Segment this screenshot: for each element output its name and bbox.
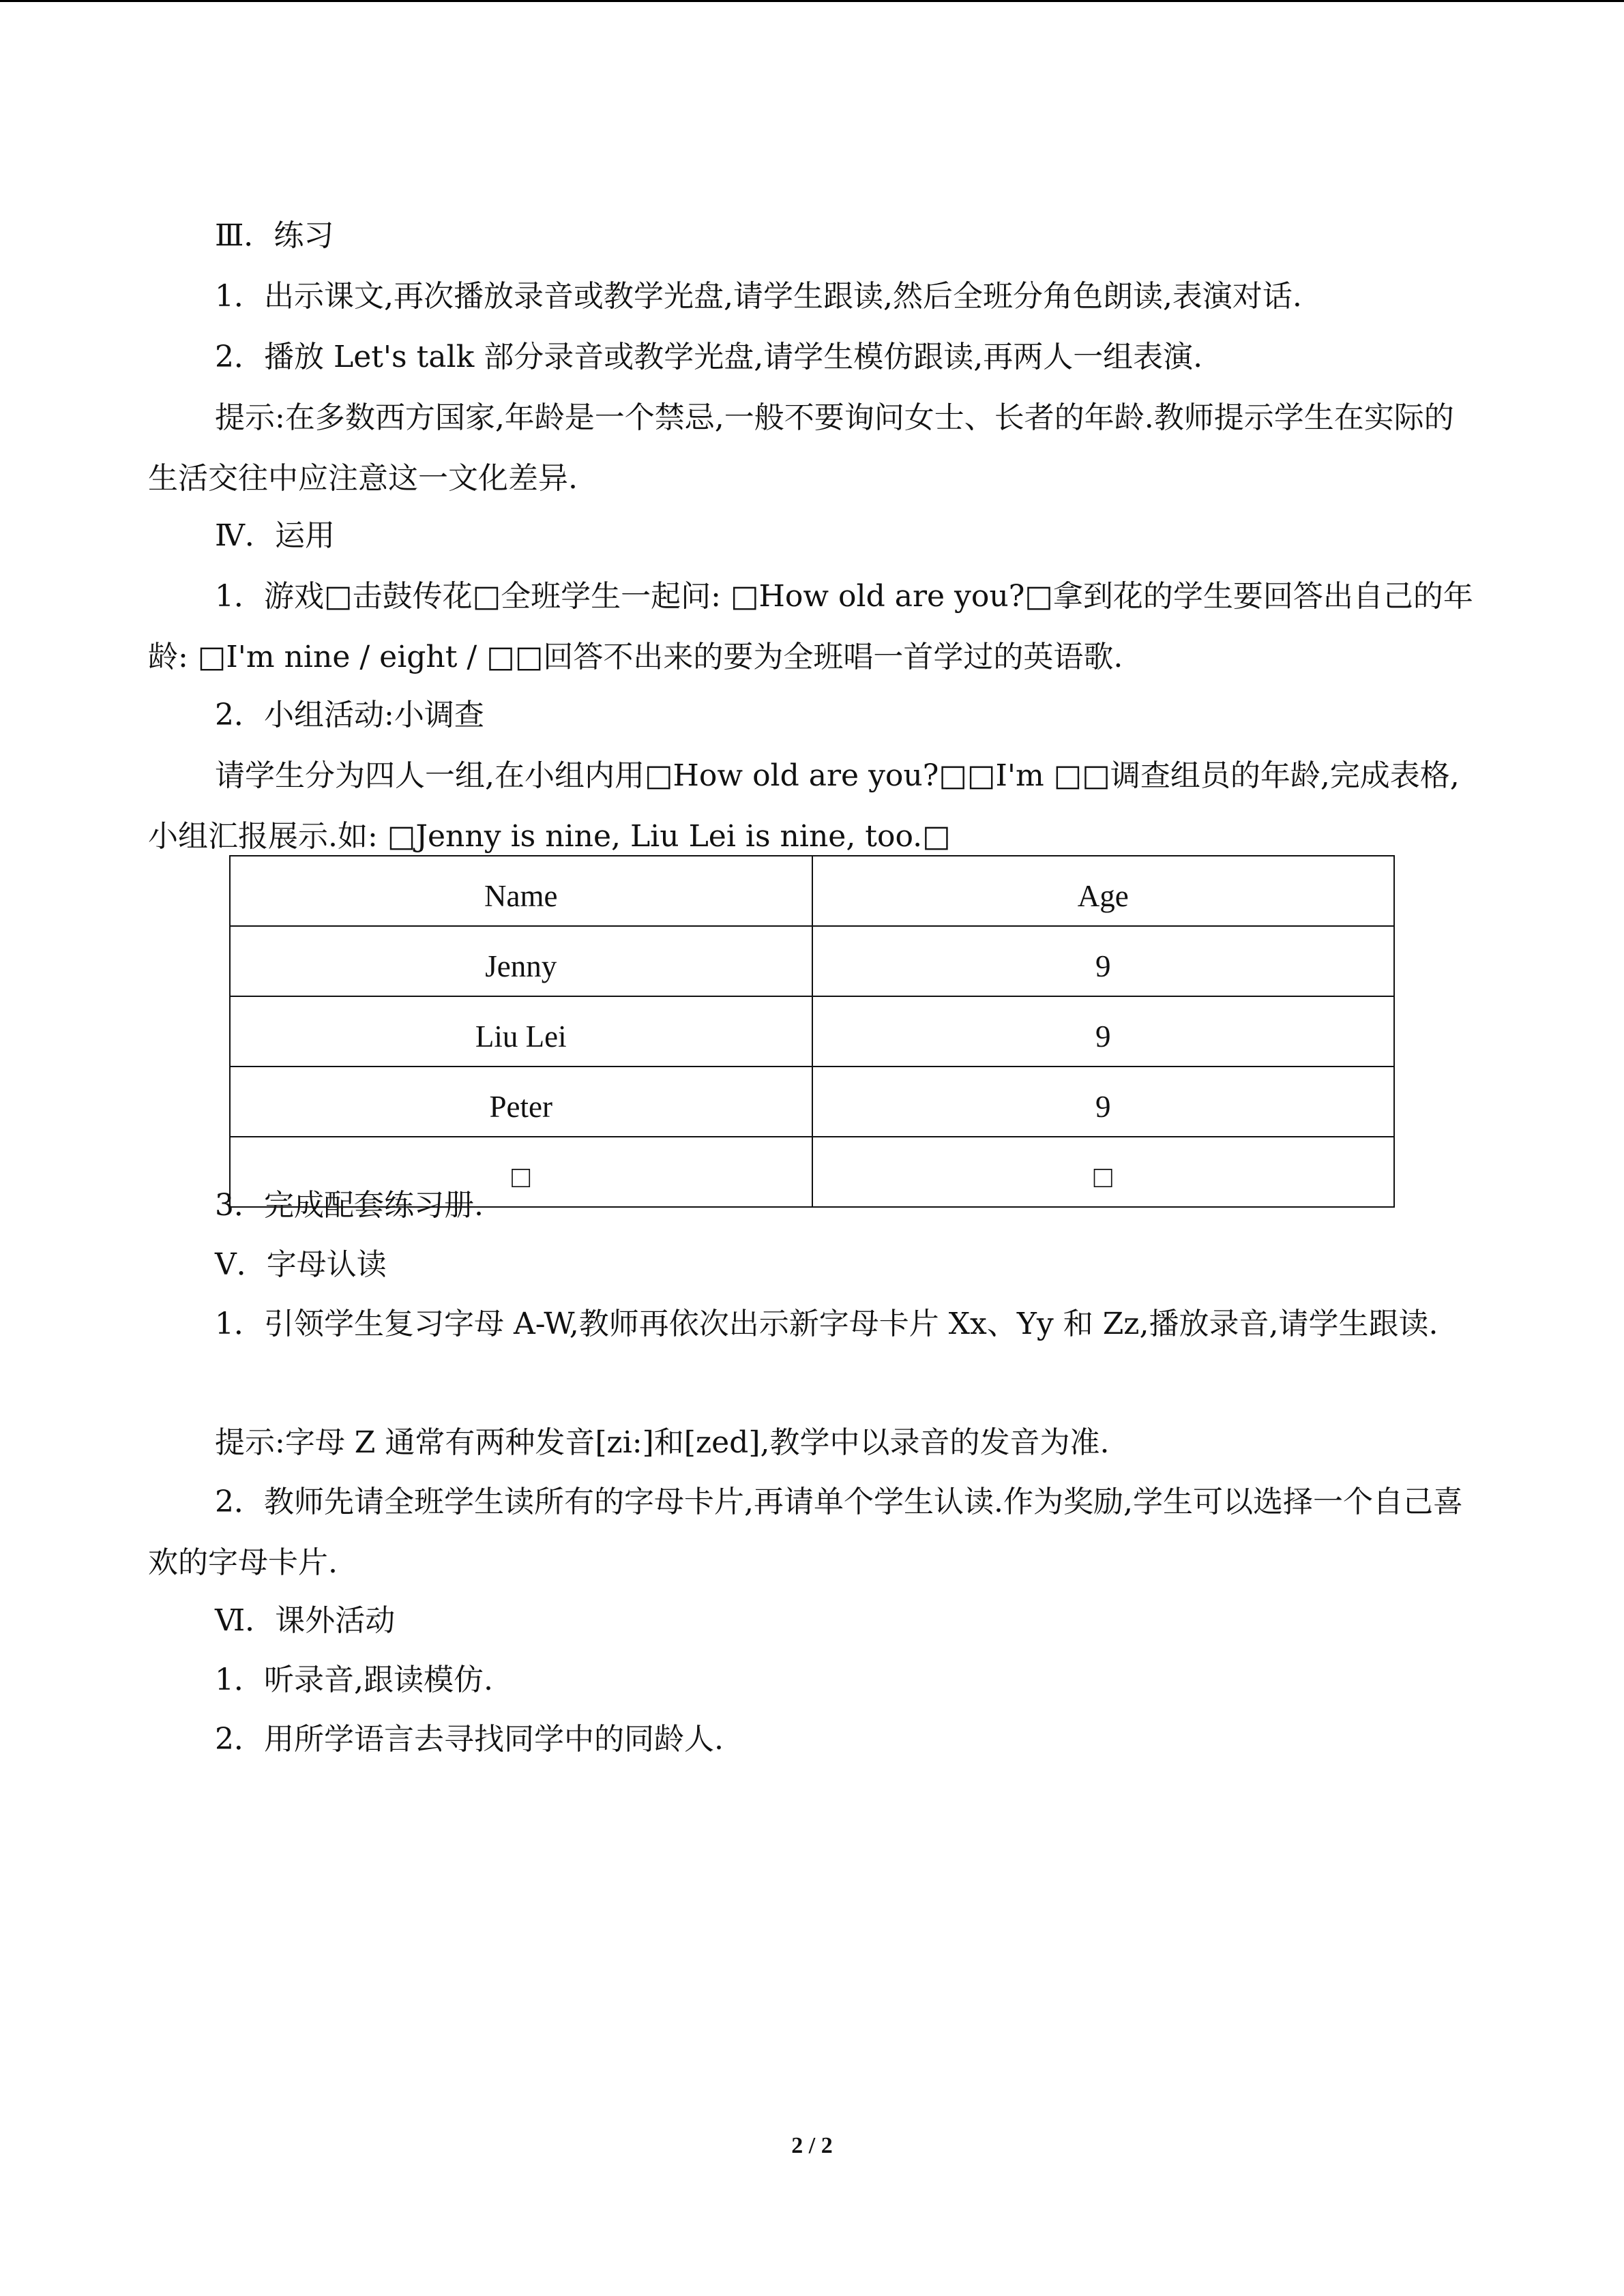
table-row: [230, 926, 1394, 996]
table-cell-age: 9: [812, 996, 1395, 1067]
application-item-2: 2．小组活动:小调查: [215, 698, 484, 732]
table-row: [230, 1067, 1394, 1137]
application-item-3: 3．完成配套练习册.: [215, 1188, 484, 1223]
letters-item-2: 2．教师先请全班学生读所有的字母卡片,再请单个学生认读.作为奖励,学生可以选择一个自己喜欢的字母卡片.: [148, 1485, 1463, 1580]
application-item-1: 1．游戏□击鼓传花□全班学生一起问: □How old are you?□拿到花的学生要回答出自己的年龄: □I'm nine / eight / □□回答不出来的要为全班唱一首学过的英语歌.: [148, 579, 1473, 674]
extracurricular-item-1: 1．听录音,跟读模仿.: [215, 1663, 493, 1697]
table-cell-age: 9: [812, 926, 1395, 996]
table-cell-name: Jenny: [230, 926, 812, 996]
table-cell-name: Liu Lei: [230, 996, 812, 1067]
practice-item-2: 2．播放 Let's talk 部分录音或教学光盘,请学生模仿跟读,再两人一组表演.: [215, 340, 1203, 374]
page-number: 2 / 2: [791, 2133, 833, 2158]
practice-tip: 提示:在多数西方国家,年龄是一个禁忌,一般不要询问女士、长者的年龄.教师提示学生在实际的生活交往中应注意这一文化差异.: [148, 400, 1454, 496]
section-heading-extracurricular: Ⅵ．课外活动: [215, 1603, 396, 1638]
letters-item-1: 1．引领学生复习字母 A-W,教师再依次出示新字母卡片 Xx、Yy 和 Zz,播放录音,请学生跟读.: [215, 1307, 1438, 1341]
section-heading-application: Ⅳ．运用: [215, 518, 335, 553]
table-cell-age: 9: [812, 1067, 1395, 1137]
age-survey-table: [229, 855, 1395, 1208]
section-heading-practice: Ⅲ．练习: [215, 218, 334, 253]
table-header-row: [230, 856, 1394, 926]
table-row: [230, 996, 1394, 1067]
extracurricular-item-2: 2．用所学语言去寻找同学中的同龄人.: [215, 1722, 724, 1757]
page-top-border: [0, 0, 1624, 2]
table-header-name: Name: [230, 856, 812, 926]
practice-item-1: 1．出示课文,再次播放录音或教学光盘,请学生跟读,然后全班分角色朗读,表演对话.: [215, 279, 1302, 314]
table-header-age: Age: [812, 856, 1395, 926]
section-heading-letters: Ⅴ．字母认读: [215, 1247, 387, 1282]
letters-tip: 提示:字母 Z 通常有两种发音[zi:]和[zed],教学中以录音的发音为准.: [215, 1425, 1110, 1460]
table-cell-name: Peter: [230, 1067, 812, 1137]
table-cell-age: □: [812, 1137, 1395, 1207]
table-cell-name: □: [230, 1137, 812, 1207]
application-item-2-detail: 请学生分为四人一组,在小组内用□How old are you?□□I'm □□调查组员的年龄,完成表格,小组汇报展示.如: □Jenny is nine, Liu Lei is nine, too.□: [148, 758, 1460, 854]
